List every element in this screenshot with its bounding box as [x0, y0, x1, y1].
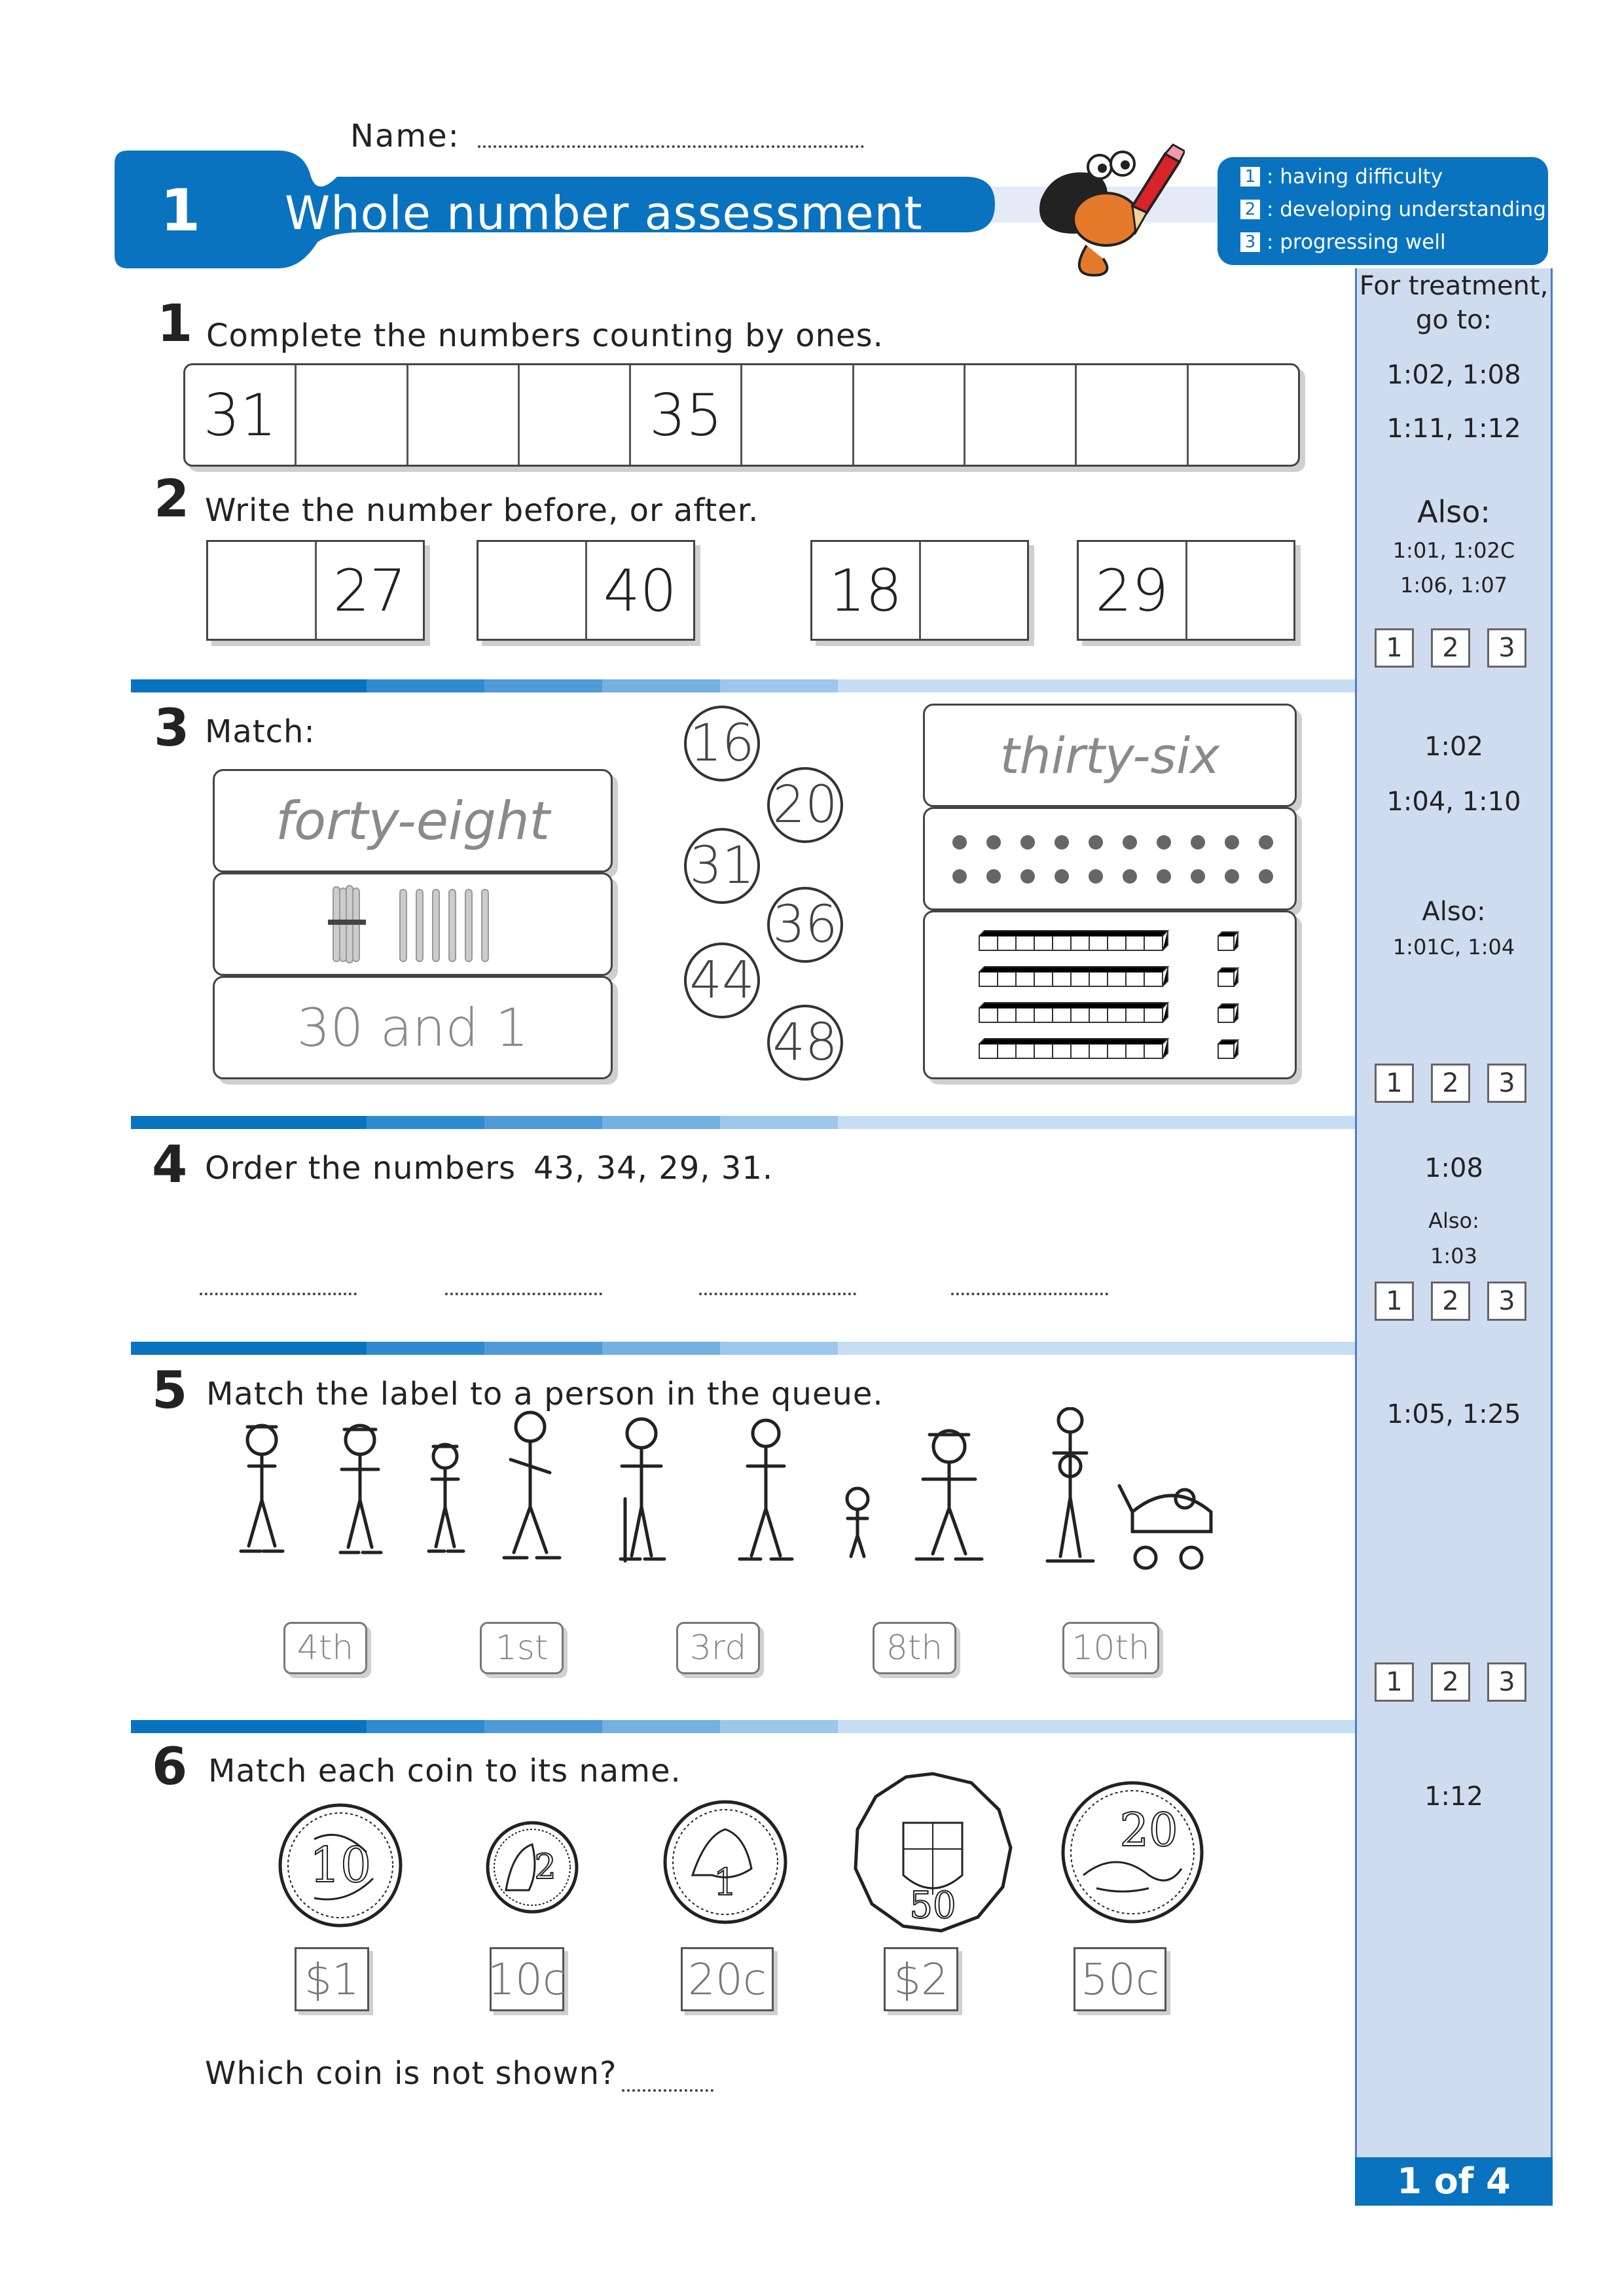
word-label: 30 and 1: [297, 997, 529, 1058]
q2-cell[interactable]: [921, 542, 1028, 639]
coin-tag-50c[interactable]: 50c: [1074, 1947, 1166, 2011]
q4-answer-blank-3[interactable]: [699, 1293, 856, 1295]
q6-prompt: Match each coin to its name.: [208, 1753, 681, 1789]
person-7-icon: [847, 1488, 868, 1556]
q2-cell[interactable]: [208, 542, 317, 639]
coin-50c-icon: [851, 1770, 1015, 1934]
rating-3[interactable]: 3: [1487, 628, 1526, 668]
person-5-icon: [621, 1419, 664, 1561]
q6-refs: 1:12: [1424, 1782, 1483, 1812]
rating-boxes-4: [1375, 1662, 1526, 1702]
base-ten-blocks-icon: [973, 923, 1248, 1067]
q2-pair-1: [206, 540, 425, 641]
match-dot-array[interactable]: [923, 807, 1297, 910]
match-base-ten-blocks[interactable]: [923, 910, 1297, 1079]
q1-cell: 35: [631, 365, 742, 465]
q1-number-track: [183, 363, 1300, 467]
legend-item-1: 1 : having difficulty: [1240, 165, 1443, 188]
q3-refs: 1:02: [1424, 732, 1483, 762]
number-circle[interactable]: 20: [767, 767, 843, 843]
rating-2[interactable]: 2: [1431, 1282, 1470, 1321]
q6-followup: Which coin is not shown?: [205, 2055, 617, 2092]
q5-prompt: Match the label to a person in the queue.: [206, 1376, 884, 1412]
q1-cell[interactable]: [1077, 365, 1188, 465]
q4-also-refs: 1:03: [1430, 1244, 1477, 1268]
treatment-sidebar: [1355, 268, 1553, 2206]
queue-label-8th[interactable]: 8th: [873, 1622, 956, 1674]
name-field[interactable]: [478, 145, 864, 148]
pram-icon: [1119, 1486, 1211, 1568]
person-8-icon: [916, 1431, 982, 1559]
coin-tag-1-dollar[interactable]: $1: [295, 1947, 369, 2011]
bundle-sticks-icon: [321, 882, 505, 967]
section-divider: [131, 679, 1355, 692]
number-circle[interactable]: 48: [767, 1005, 843, 1081]
person-4-icon: [504, 1412, 560, 1558]
q2-cell: 40: [603, 556, 677, 624]
coin-20c-icon: [1057, 1777, 1208, 1928]
rating-1[interactable]: 1: [1375, 1064, 1414, 1103]
coin-2-dollar-icon: [483, 1818, 581, 1916]
q1-cell[interactable]: [854, 365, 965, 465]
q2-prompt: Write the number before, or after.: [205, 492, 759, 529]
q1-cell[interactable]: [297, 365, 408, 465]
match-word-thirty-six[interactable]: [923, 704, 1297, 807]
dot-array-icon: [940, 823, 1280, 895]
person-3-icon: [429, 1444, 463, 1551]
q1-number: 1: [157, 295, 193, 353]
number-circle[interactable]: 44: [684, 942, 760, 1018]
legend-item-2: 2 : developing understanding: [1240, 198, 1546, 221]
q2-cell: 27: [333, 556, 406, 624]
coin-tag-2-dollar[interactable]: $2: [884, 1947, 958, 2011]
q5-refs: 1:05, 1:25: [1386, 1399, 1521, 1429]
word-label: forty-eight: [275, 790, 550, 852]
q4-answer-blank-2[interactable]: [445, 1293, 602, 1295]
q3-number: 3: [154, 699, 190, 758]
q2-also: Also:: [1417, 494, 1490, 529]
rating-2[interactable]: 2: [1431, 1662, 1470, 1702]
page-badge: 1 of 4: [1355, 2157, 1553, 2206]
svg-text:2: 2: [534, 1848, 556, 1887]
q4-numbers: 43, 34, 29, 31.: [533, 1150, 774, 1187]
q6-number: 6: [152, 1738, 188, 1797]
number-circle[interactable]: 36: [767, 887, 843, 963]
q1-cell[interactable]: [1189, 365, 1298, 465]
coin-1-dollar-icon: [660, 1797, 791, 1928]
svg-text:50: 50: [909, 1884, 956, 1927]
q1-refs: 1:02, 1:08: [1386, 360, 1521, 390]
q5-number: 5: [152, 1361, 188, 1420]
q3-refs-b: 1:04, 1:10: [1386, 787, 1521, 817]
q2-also-refs-2: 1:06, 1:07: [1399, 573, 1508, 598]
coin-tag-10c[interactable]: 10c: [490, 1947, 564, 2011]
number-circle[interactable]: 16: [684, 706, 760, 781]
sidebar-heading-2: go to:: [1415, 305, 1492, 335]
rating-1[interactable]: 1: [1375, 628, 1414, 668]
q3-prompt: Match:: [205, 713, 316, 750]
legend-item-3: 3 : progressing well: [1240, 230, 1446, 254]
queue-of-people-illustration: [229, 1407, 1231, 1590]
q6-answer-blank[interactable]: [622, 2089, 713, 2092]
q1-prompt: Complete the numbers counting by ones.: [206, 317, 884, 354]
rating-1[interactable]: 1: [1375, 1282, 1414, 1321]
q4-answer-blank-1[interactable]: [200, 1293, 357, 1295]
q2-pair-3: [810, 540, 1029, 641]
q2-pair-4: [1077, 540, 1295, 641]
q4-refs: 1:08: [1424, 1153, 1483, 1183]
name-label: Name:: [350, 118, 460, 154]
person-2-icon: [340, 1426, 381, 1552]
q1-refs-b: 1:11, 1:12: [1386, 414, 1521, 444]
q2-pair-2: [477, 540, 695, 641]
person-9-icon: [1047, 1408, 1093, 1561]
q3-also: Also:: [1422, 897, 1486, 927]
page-title: Whole number assessment: [285, 187, 923, 240]
match-word-30-and-1[interactable]: [213, 976, 613, 1079]
rating-3[interactable]: 3: [1487, 1282, 1526, 1321]
q2-cell: 29: [1079, 542, 1187, 639]
svg-text:1: 1: [713, 1861, 737, 1904]
match-bundle-sticks[interactable]: [213, 872, 613, 976]
q3-also-refs: 1:01C, 1:04: [1392, 935, 1515, 960]
match-word-forty-eight[interactable]: [213, 769, 613, 872]
q2-number: 2: [154, 470, 190, 529]
word-label: thirty-six: [1000, 726, 1220, 785]
person-6-icon: [740, 1420, 792, 1559]
q2-cell[interactable]: [1187, 542, 1294, 639]
rating-3[interactable]: 3: [1487, 1662, 1526, 1702]
rating-2[interactable]: 2: [1431, 628, 1470, 668]
person-1-icon: [241, 1426, 283, 1551]
hermit-crab-mascot-icon: [1028, 141, 1185, 291]
q1-cell[interactable]: [965, 365, 1077, 465]
rating-boxes-1: [1375, 628, 1526, 668]
q4-prompt: Order the numbers: [205, 1150, 516, 1187]
sidebar-heading-1: For treatment,: [1359, 271, 1549, 301]
q2-cell[interactable]: [478, 542, 587, 639]
unit-number: 1: [160, 177, 201, 244]
q1-cell[interactable]: [520, 365, 631, 465]
rating-1[interactable]: 1: [1375, 1662, 1414, 1702]
queue-label-10th[interactable]: 10th: [1062, 1622, 1159, 1674]
q2-also-refs-1: 1:01, 1:02C: [1392, 538, 1515, 563]
q1-cell: 31: [185, 365, 297, 465]
rating-3[interactable]: 3: [1487, 1064, 1526, 1103]
section-divider: [131, 1720, 1355, 1733]
q4-also: Also:: [1428, 1208, 1479, 1233]
svg-text:10: 10: [309, 1837, 372, 1893]
q1-cell[interactable]: [408, 365, 520, 465]
rating-2[interactable]: 2: [1431, 1064, 1470, 1103]
number-circle[interactable]: 31: [684, 828, 760, 904]
section-divider: [131, 1342, 1355, 1355]
q4-answer-blank-4[interactable]: [951, 1293, 1108, 1295]
q4-number: 4: [152, 1136, 188, 1194]
rating-boxes-3: [1375, 1282, 1526, 1321]
rating-boxes-2: [1375, 1064, 1526, 1103]
section-divider: [131, 1116, 1355, 1129]
queue-label-1st[interactable]: 1st: [480, 1622, 564, 1674]
q2-cell: 18: [812, 542, 921, 639]
coin-tag-20c[interactable]: 20c: [681, 1947, 774, 2011]
q1-cell[interactable]: [742, 365, 854, 465]
svg-text:20: 20: [1119, 1803, 1178, 1857]
coin-10c-icon: [275, 1800, 406, 1931]
queue-label-3rd[interactable]: 3rd: [676, 1622, 760, 1674]
queue-label-4th[interactable]: 4th: [283, 1622, 367, 1674]
